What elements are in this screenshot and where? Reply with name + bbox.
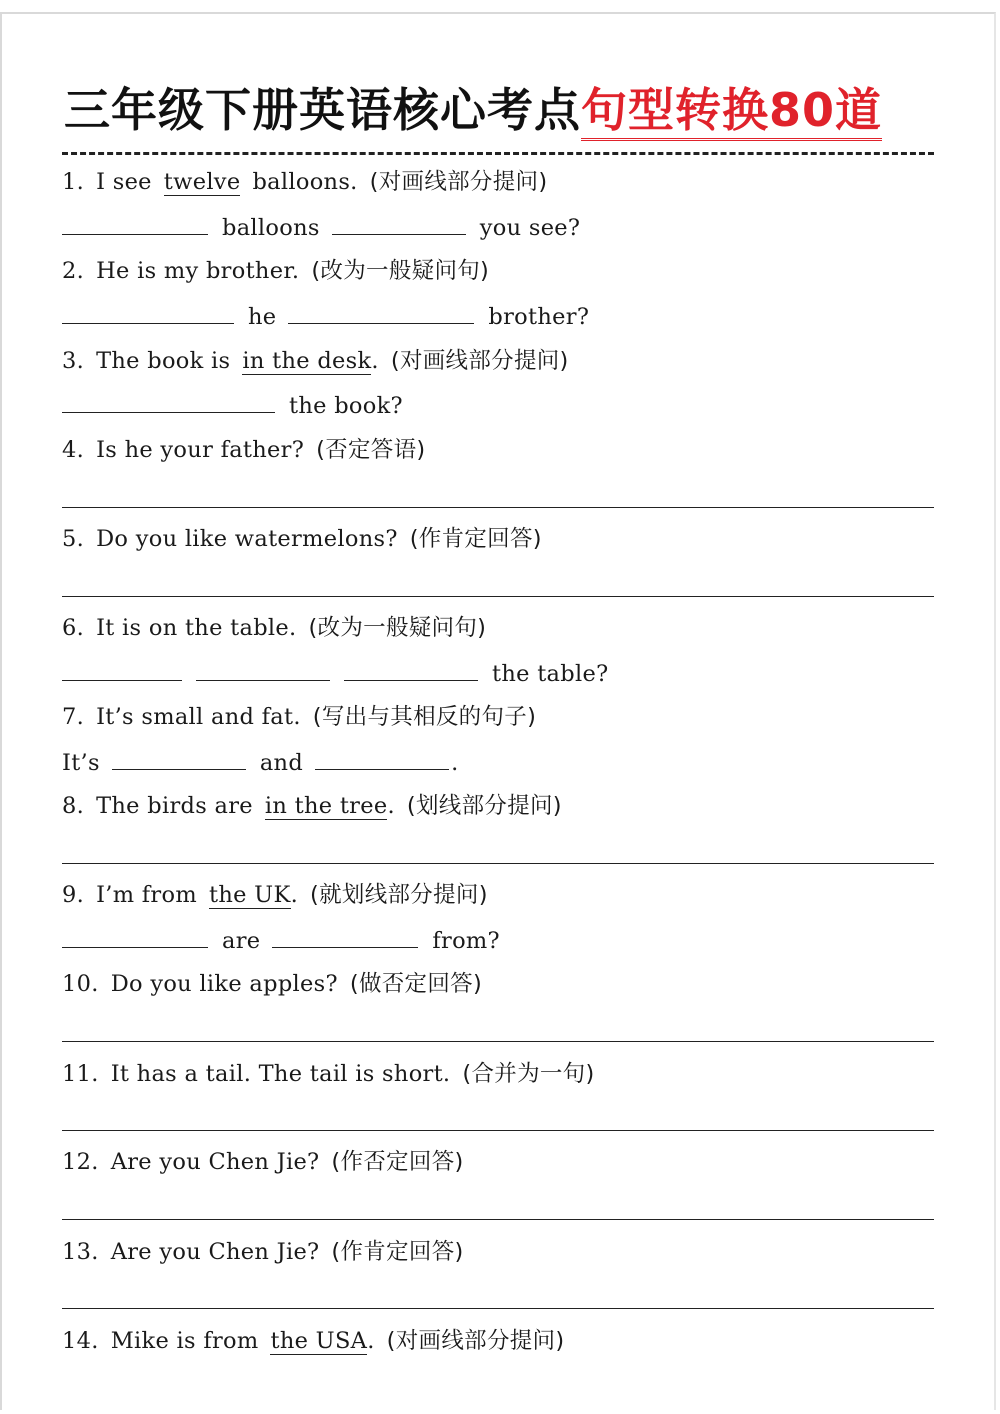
- underlined-text: in the desk: [242, 348, 372, 374]
- question-9: [62, 880, 488, 910]
- question-13: [62, 1237, 464, 1267]
- underlined-text: the USA: [270, 1328, 368, 1354]
- question-text: .: [367, 1328, 375, 1354]
- answer-blank[interactable]: [62, 390, 275, 413]
- answer-row-7: [62, 747, 459, 778]
- instruction-note: (作肯定回答): [331, 1239, 464, 1265]
- question-10: [62, 969, 482, 999]
- underlined-text: twelve: [163, 169, 241, 195]
- answer-line[interactable]: [62, 596, 934, 597]
- instruction-note: (对画线部分提问): [369, 169, 548, 195]
- question-1: [62, 167, 547, 197]
- instruction-note: (划线部分提问): [406, 793, 562, 819]
- question-text: .: [290, 882, 299, 908]
- question-number: 9.: [62, 882, 85, 908]
- question-number: 3.: [62, 348, 85, 374]
- question-text: It has a tail. The tail is short.: [110, 1061, 451, 1087]
- question-number: 12.: [62, 1149, 99, 1175]
- question-number: 10.: [62, 971, 99, 997]
- question-text: I’m from: [96, 882, 197, 908]
- instruction-note: (合并为一句): [462, 1061, 595, 1087]
- answer-word: .: [451, 750, 459, 776]
- answer-blank[interactable]: [112, 747, 246, 770]
- answer-blank[interactable]: [62, 925, 208, 948]
- question-number: 8.: [62, 793, 85, 819]
- answer-blank[interactable]: [62, 301, 234, 324]
- question-text: The book is: [96, 348, 231, 374]
- instruction-note: (对画线部分提问): [386, 1328, 565, 1354]
- answer-word: are: [222, 928, 261, 954]
- answer-blank[interactable]: [196, 658, 330, 681]
- answer-blank[interactable]: [332, 212, 466, 235]
- instruction-note: (对画线部分提问): [390, 348, 569, 374]
- question-text: Do you like apples?: [110, 971, 338, 997]
- question-number: 2.: [62, 258, 85, 284]
- answer-word: the book?: [289, 393, 403, 419]
- page-title: [64, 80, 944, 150]
- underlined-text: in the tree: [264, 793, 388, 819]
- answer-word: from?: [432, 928, 500, 954]
- question-text: Do you like watermelons?: [96, 526, 398, 552]
- question-number: 7.: [62, 704, 85, 730]
- question-number: 6.: [62, 615, 85, 641]
- instruction-note: (就划线部分提问): [310, 882, 488, 908]
- question-2: [62, 256, 489, 286]
- question-text: He is my brother.: [96, 258, 300, 284]
- instruction-note: (做否定回答): [349, 971, 483, 997]
- question-text: balloons.: [252, 169, 358, 195]
- underlined-text: the UK: [208, 882, 291, 908]
- answer-row-3: [62, 390, 403, 421]
- answer-blank[interactable]: [272, 925, 418, 948]
- question-12: [62, 1147, 464, 1177]
- question-text: Are you Chen Jie?: [110, 1149, 320, 1175]
- answer-row-9: [62, 925, 500, 956]
- question-text: Are you Chen Jie?: [110, 1239, 320, 1265]
- answer-word: you see?: [479, 215, 581, 241]
- question-number: 13.: [62, 1239, 99, 1265]
- answer-row-2: [62, 301, 589, 332]
- question-text: Mike is from: [110, 1328, 259, 1354]
- answer-row-6: [62, 658, 608, 689]
- answer-blank[interactable]: [288, 301, 474, 324]
- question-7: [62, 702, 536, 732]
- answer-blank[interactable]: [315, 747, 449, 770]
- answer-line[interactable]: [62, 863, 934, 864]
- title-black-part: 三年级下册英语核心考点: [64, 83, 581, 137]
- answer-blank[interactable]: [344, 658, 478, 681]
- answer-line[interactable]: [62, 1308, 934, 1309]
- answer-word: brother?: [488, 304, 590, 330]
- instruction-note: (作肯定回答): [409, 526, 542, 552]
- question-number: 14.: [62, 1328, 99, 1354]
- instruction-note: (否定答语): [316, 437, 426, 463]
- answer-word: and: [259, 750, 304, 776]
- question-6: [62, 613, 486, 643]
- answer-blank[interactable]: [62, 658, 182, 681]
- question-text: It is on the table.: [96, 615, 297, 641]
- instruction-note: (改为一般疑问句): [308, 615, 487, 641]
- question-number: 1.: [62, 169, 85, 195]
- instruction-note: (写出与其相反的句子): [312, 704, 537, 730]
- answer-line[interactable]: [62, 1041, 934, 1042]
- question-4: [62, 435, 425, 465]
- question-text: I see: [96, 169, 152, 195]
- question-text: .: [387, 793, 395, 819]
- question-number: 11.: [62, 1061, 99, 1087]
- question-number: 5.: [62, 526, 85, 552]
- question-5: [62, 524, 542, 554]
- question-8: [62, 791, 562, 821]
- question-3: [62, 346, 569, 376]
- answer-line[interactable]: [62, 1219, 934, 1220]
- question-text: The birds are: [96, 793, 253, 819]
- question-text: .: [371, 348, 379, 374]
- answer-word: the table?: [492, 661, 609, 687]
- question-11: [62, 1059, 595, 1089]
- answer-word: It’s: [62, 750, 100, 776]
- question-number: 4.: [62, 437, 85, 463]
- answer-blank[interactable]: [62, 212, 208, 235]
- answer-word: balloons: [222, 215, 320, 241]
- question-text: It’s small and fat.: [96, 704, 301, 730]
- answer-row-1: [62, 212, 580, 243]
- title-red-part: 句型转换80道: [581, 83, 882, 141]
- instruction-note: (作否定回答): [331, 1149, 464, 1175]
- answer-line[interactable]: [62, 507, 934, 508]
- answer-word: he: [248, 304, 277, 330]
- question-text: Is he your father?: [96, 437, 305, 463]
- dashed-divider: [62, 152, 934, 155]
- answer-line[interactable]: [62, 1130, 934, 1131]
- question-14: [62, 1326, 564, 1356]
- instruction-note: (改为一般疑问句): [311, 258, 490, 284]
